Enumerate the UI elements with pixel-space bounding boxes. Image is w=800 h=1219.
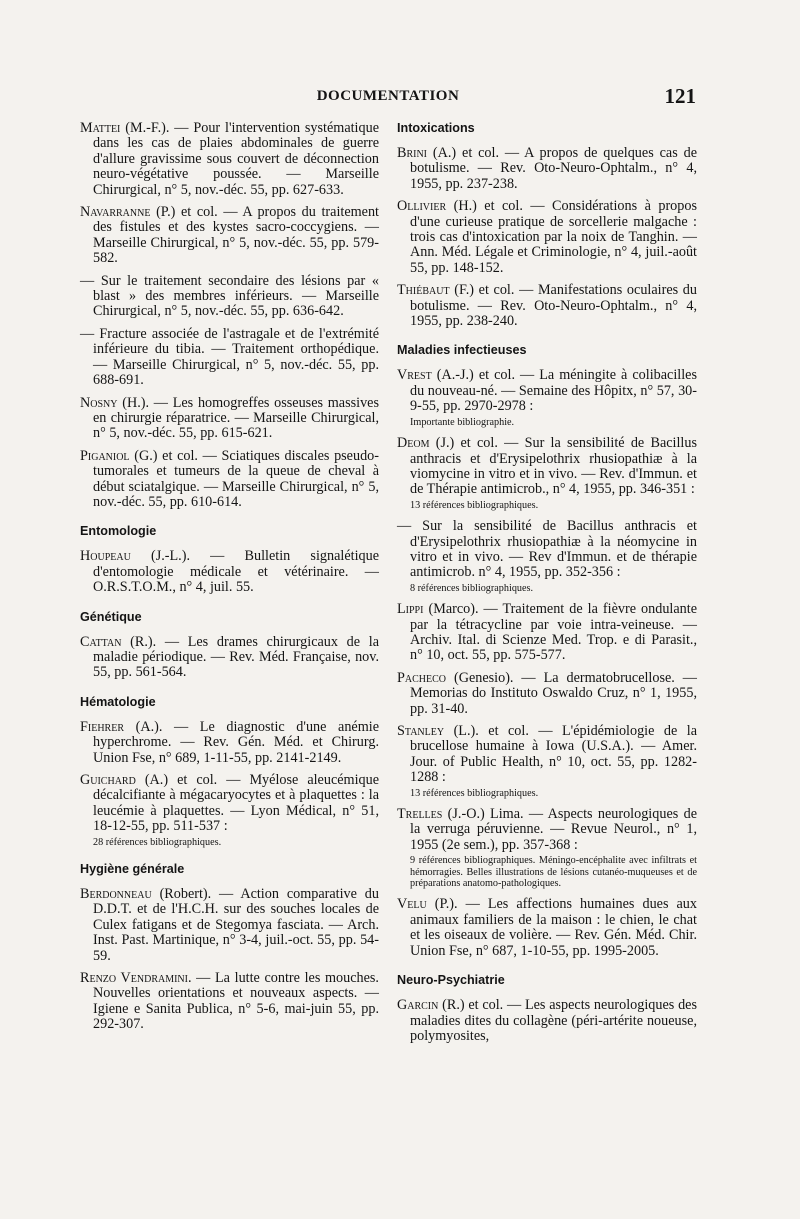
reference-entry	[397, 807, 697, 853]
reference-text: (A.-J.) et col. — La méningite à colibacilles du nouveau-né. — Semaine des Hôpitx, n° 57, 30-9-55, pp. 2970-2978 :	[410, 367, 697, 415]
reference-text: (J.) et col. — Sur la sensibilité de Bacillus anthracis et d'Erysipelothrix rhusiopathiæ à la viomycine in vitro et in vivo. — Rev. d'Immun. et de Thérapie antimicrob., n° 4, 1955, pp. 346-351 :	[410, 435, 697, 498]
bibliography-note: 13 références bibliographiques.	[410, 499, 539, 511]
section-heading: Intoxications	[397, 121, 475, 135]
reference-text: (L.). et col. — L'épidémiologie de la brucellose humaine à Iowa (U.S.A.). — Amer. Jour. of Public Health, n° 10, oct. 55, pp. 1282-1288 :	[410, 723, 697, 786]
author-name: Fiehrer	[80, 718, 124, 735]
reference-entry	[397, 519, 697, 581]
author-name: Stanley	[397, 723, 445, 739]
reference-text: (J.-O.) Lima. — Aspects neurologiques de la verruga péruvienne. — Revue Neurol., n° 1, 1955 (2e sem.), pp. 357-368 :	[410, 806, 697, 853]
author-name: Lippi	[397, 601, 424, 618]
reference-text: (H.). — Les homogreffes osseuses massives en chirurgie réparatrice. — Marseille Chirurgical, n° 5, nov.-déc. 55, pp. 615-621.	[93, 394, 379, 442]
reference-text: (M.-F.). — Pour l'intervention systématique dans les cas de plaies abdominales de guerre d'allure gravissime sous couvert de déconnection neuro-végétative poussée. — Marseille Chirurgical, n° 5, nov.-déc. 55, pp. 627-633.	[93, 120, 379, 198]
reference-entry	[80, 205, 379, 267]
author-name: Deom	[397, 435, 430, 452]
reference-entry	[80, 720, 379, 766]
section-heading: Neuro-Psychiatrie	[397, 973, 505, 988]
reference-entry	[397, 897, 697, 959]
reference-text: — Sur la sensibilité de Bacillus anthracis et d'Erysipelothrix rhusiopathiæ à la néomycine in vitro et in vivo. — Rev d'Immun. et de thérapie antimicrob. n° 4, 1955, pp. 352-356 :	[397, 518, 697, 581]
reference-text: (H.) et col. — Considérations à propos d'une curieuse pratique de sorcellerie malgache : trois cas d'intoxication par la noix de Tanghin. — Ann. Méd. Légale et Criminologie, n° 4, juil.-août 55, pp. 148-152.	[410, 198, 697, 276]
reference-entry	[397, 998, 697, 1044]
reference-text: (A.). — Le diagnostic d'une anémie hyperchrome. — Rev. Gén. Méd. et Chirurg. Union Fse, n° 689, 1-11-55, pp. 2141-2149.	[93, 718, 379, 766]
reference-entry	[80, 274, 379, 320]
reference-text: (Robert). — Action comparative du D.D.T. et de l'H.C.H. sur des souches locales de Culex fatigans et de Stegomya fasciata. — Arch. Inst. Past. Martinique, n° 3-4, juil.-oct. 55, pp. 54-59.	[93, 886, 379, 964]
reference-entry	[80, 549, 379, 595]
reference-entry	[397, 671, 697, 717]
running-title: DOCUMENTATION	[316, 88, 460, 104]
author-name: Cattan	[80, 633, 122, 650]
author-name: Pacheco	[397, 669, 447, 686]
reference-text: (G.) et col. — Sciatiques discales pseudo-tumorales et tumeurs de la queue de cheval à début sciatalgique. — Marseille Chirurgical, n° 5, nov.-déc. 55, pp. 610-614.	[93, 447, 379, 510]
author-name: Nosny	[80, 394, 118, 411]
author-name: Mattei	[80, 120, 121, 136]
reference-text: — Fracture associée de l'astragale et de l'extrémité inférieure du tibia. — Traitement orthopédique. — Marseille Chirurgical, n° 5, nov.-déc. 55, pp. 688-691.	[80, 325, 379, 389]
bibliography-note: 28 références bibliographiques.	[93, 836, 222, 848]
author-name: Trelles	[397, 806, 443, 823]
author-name: Renzo Vendramini	[80, 970, 188, 987]
author-name: Thiébaut	[397, 282, 450, 299]
author-name: Piganiol	[80, 447, 130, 464]
author-name: Houpeau	[80, 548, 131, 565]
reference-entry	[80, 121, 379, 198]
bibliography-note: 9 références bibliographiques. Méningo-encéphalite avec infiltrats et hémorragies. Belles illustrations de lésions cutanéo-muqueuses et de préparations anatomo-pathologiques.	[410, 855, 697, 890]
reference-entry	[397, 146, 697, 192]
page-number: 121	[664, 84, 696, 108]
reference-text: (J.-L.). — Bulletin signalétique d'entomologie médicale et vétérinaire. — O.R.S.T.O.M., n° 4, juil. 55.	[93, 548, 379, 596]
section-heading: Entomologie	[80, 524, 157, 539]
reference-entry	[80, 887, 379, 964]
reference-entry	[397, 199, 697, 276]
right-column	[397, 121, 697, 1051]
author-name: Guichard	[80, 772, 136, 788]
bibliography-note: 13 références bibliographiques.	[410, 787, 539, 799]
reference-text: (R.) et col. — Les aspects neurologiques des maladies dites du collagène (péri-artérite noueuse, polymyosites,	[410, 997, 697, 1044]
reference-entry	[397, 283, 697, 329]
bibliography-note: Importante bibliographie.	[410, 416, 515, 428]
left-column	[80, 121, 379, 1040]
reference-text: (A.) et col. — Myélose aleucémique décalcifiante à mégacaryocytes et à plaquettes : la leucémie à plaquettes. — Lyon Médical, n° 51, 18-12-55, pp. 511-537 :	[93, 772, 379, 835]
page-header	[80, 86, 696, 110]
author-name: Velu	[397, 896, 427, 913]
author-name: Garcin	[397, 997, 439, 1014]
reference-text: (F.) et col. — Manifestations oculaires du botulisme. — Rev. Oto-Neuro-Ophtalm., n° 4, 1955, pp. 238-240.	[410, 282, 697, 330]
bibliography-note: 8 références bibliographiques.	[410, 582, 534, 594]
author-name: Ollivier	[397, 198, 447, 215]
reference-entry	[80, 971, 379, 1033]
section-heading: Génétique	[80, 609, 142, 624]
reference-text: (R.). — Les drames chirurgicaux de la maladie périodique. — Rev. Méd. Française, nov. 55, pp. 561-564.	[93, 633, 379, 681]
reference-text: (Genesio). — La dermatobrucellose. — Memorias do Instituto Oswaldo Cruz, n° 1, 1955, pp. 31-40.	[410, 669, 697, 717]
reference-text: (A.) et col. — A propos de quelques cas de botulisme. — Rev. Oto-Neuro-Ophtalm., n° 4, 1955, pp. 237-238.	[410, 145, 697, 192]
reference-entry	[80, 773, 379, 835]
section-heading: Maladies infectieuses	[397, 343, 527, 358]
reference-entry	[397, 724, 697, 786]
reference-text: — Sur le traitement secondaire des lésions par « blast » des membres inférieurs. — Marseille Chirurgical, n° 5, nov.-déc. 55, pp. 636-642.	[80, 272, 379, 320]
section-heading: Hématologie	[80, 694, 156, 709]
reference-text: . — La lutte contre les mouches. Nouvelles orientations et nouveaux aspects. — Igiene e Sanita Publica, n° 5-6, mai-juin 55, pp. 292-307.	[93, 970, 379, 1033]
reference-entry	[397, 368, 697, 414]
reference-text: (P.). — Les affections humaines dues aux animaux familiers de la maison : le chien, le chat et les oiseaux de volière. — Rev. Gén. Méd. Chir. Union Fse, n° 687, 1-10-55, pp. 1995-2005.	[410, 896, 697, 959]
reference-entry	[80, 327, 379, 389]
reference-entry	[397, 602, 697, 664]
reference-entry	[80, 449, 379, 511]
author-name: Vrest	[397, 367, 432, 384]
reference-text: (Marco). — Traitement de la fièvre ondulante par la tétracycline par voie intra-veineuse. — Archiv. Ital. di Scienze Med. Trop. e di Parasit., n° 10, oct. 55, pp. 575-577.	[410, 601, 697, 664]
author-name: Navarranne	[80, 204, 151, 221]
reference-entry	[80, 396, 379, 442]
author-name: Berdonneau	[80, 886, 152, 903]
reference-text: (P.) et col. — A propos du traitement des fistules et des kystes sacro-coccygiens. — Marseille Chirurgical, n° 5, nov.-déc. 55, pp. 579-582.	[93, 204, 379, 267]
author-name: Brini	[397, 145, 428, 161]
reference-entry	[397, 436, 697, 498]
reference-entry	[80, 635, 379, 681]
section-heading: Hygiène générale	[80, 862, 185, 877]
